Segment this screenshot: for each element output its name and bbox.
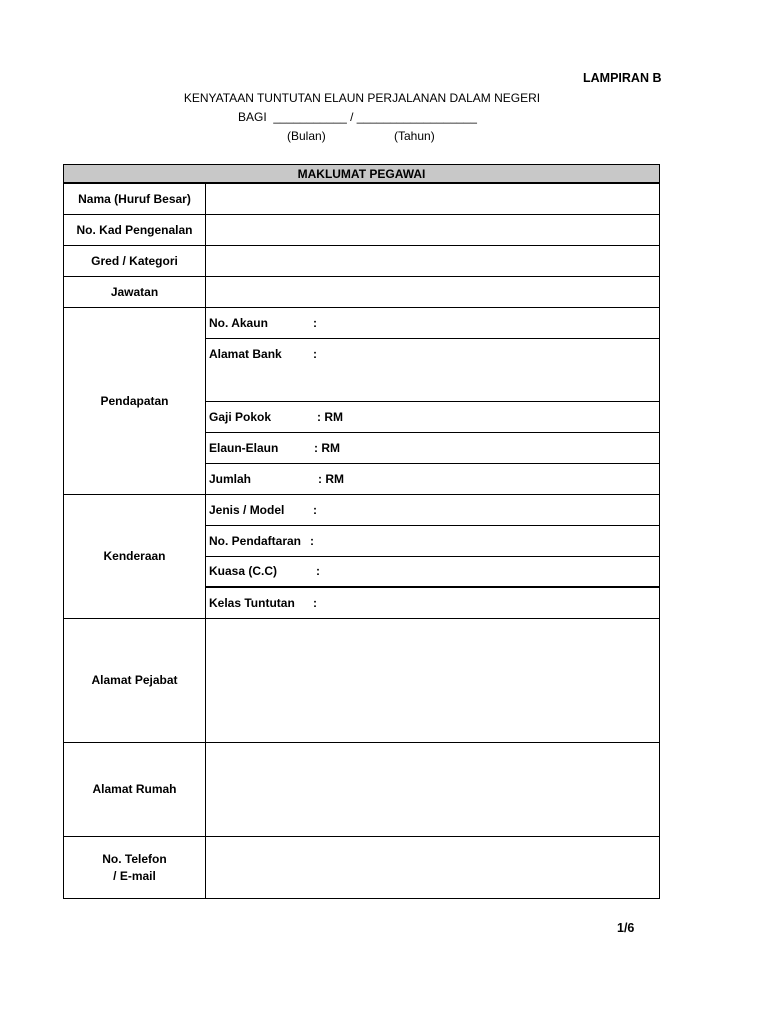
elaun-sep: : RM xyxy=(314,440,340,455)
kad-pengenalan-field[interactable] xyxy=(206,214,660,245)
telefon-label-line1: No. Telefon xyxy=(102,851,167,866)
kuasa-sep: : xyxy=(316,564,320,579)
alamat-pejabat-field[interactable] xyxy=(206,618,660,742)
no-pendaftaran-sep: : xyxy=(310,533,314,548)
kuasa-label: Kuasa (C.C) xyxy=(209,564,278,579)
alamat-rumah-field[interactable] xyxy=(206,742,660,836)
telefon-field[interactable] xyxy=(206,836,660,898)
gred-field[interactable] xyxy=(206,245,660,276)
telefon-label xyxy=(64,836,206,898)
pendapatan-label: Pendapatan xyxy=(64,307,206,494)
alamat-rumah-label: Alamat Rumah xyxy=(64,742,206,836)
elaun-label: Elaun-Elaun xyxy=(209,440,279,455)
kelas-tuntutan-field[interactable] xyxy=(206,587,660,618)
form-title: KENYATAAN TUNTUTAN ELAUN PERJALANAN DALAM NEGERI xyxy=(183,91,541,105)
no-pendaftaran-field[interactable] xyxy=(206,525,660,556)
jumlah-sep: : RM xyxy=(318,471,344,486)
jenis-model-sep: : xyxy=(313,502,317,517)
no-akaun-field[interactable] xyxy=(206,307,660,338)
alamat-pejabat-label: Alamat Pejabat xyxy=(64,618,206,742)
page-number: 1/6 xyxy=(617,921,635,935)
alamat-bank-field[interactable] xyxy=(206,338,660,401)
gaji-pokok-sep: : RM xyxy=(317,409,343,424)
jenis-model-field[interactable] xyxy=(206,494,660,525)
table-header: MAKLUMAT PEGAWAI xyxy=(64,165,660,184)
maklumat-pegawai-table xyxy=(63,164,660,899)
alamat-bank-sep: : xyxy=(313,346,317,361)
gaji-pokok-label: Gaji Pokok xyxy=(209,409,272,424)
no-akaun-sep: : xyxy=(313,315,317,330)
kelas-tuntutan-label: Kelas Tuntutan xyxy=(209,595,295,610)
jumlah-field[interactable] xyxy=(206,463,660,494)
alamat-bank-label: Alamat Bank xyxy=(209,346,282,361)
tahun-label: (Tahun) xyxy=(394,129,435,143)
bagi-line: BAGI ___________ / __________________ xyxy=(238,110,477,124)
bulan-label: (Bulan) xyxy=(287,129,326,143)
kelas-tuntutan-sep: : xyxy=(313,595,317,610)
jawatan-field[interactable] xyxy=(206,276,660,307)
jawatan-label: Jawatan xyxy=(64,276,206,307)
jenis-model-label: Jenis / Model xyxy=(209,502,285,517)
no-akaun-label: No. Akaun xyxy=(209,315,268,330)
jumlah-label: Jumlah xyxy=(209,471,252,486)
elaun-field[interactable] xyxy=(206,432,660,463)
kad-pengenalan-label: No. Kad Pengenalan xyxy=(64,214,206,245)
lampiran-label: LAMPIRAN B xyxy=(583,71,662,85)
nama-label: Nama (Huruf Besar) xyxy=(64,183,206,214)
no-pendaftaran-label: No. Pendaftaran xyxy=(209,533,302,548)
kenderaan-label: Kenderaan xyxy=(64,494,206,618)
telefon-label-line2: / E-mail xyxy=(113,868,156,883)
kuasa-field[interactable] xyxy=(206,556,660,587)
gred-label: Gred / Kategori xyxy=(64,245,206,276)
gaji-pokok-field[interactable] xyxy=(206,401,660,432)
nama-field[interactable] xyxy=(206,183,660,214)
